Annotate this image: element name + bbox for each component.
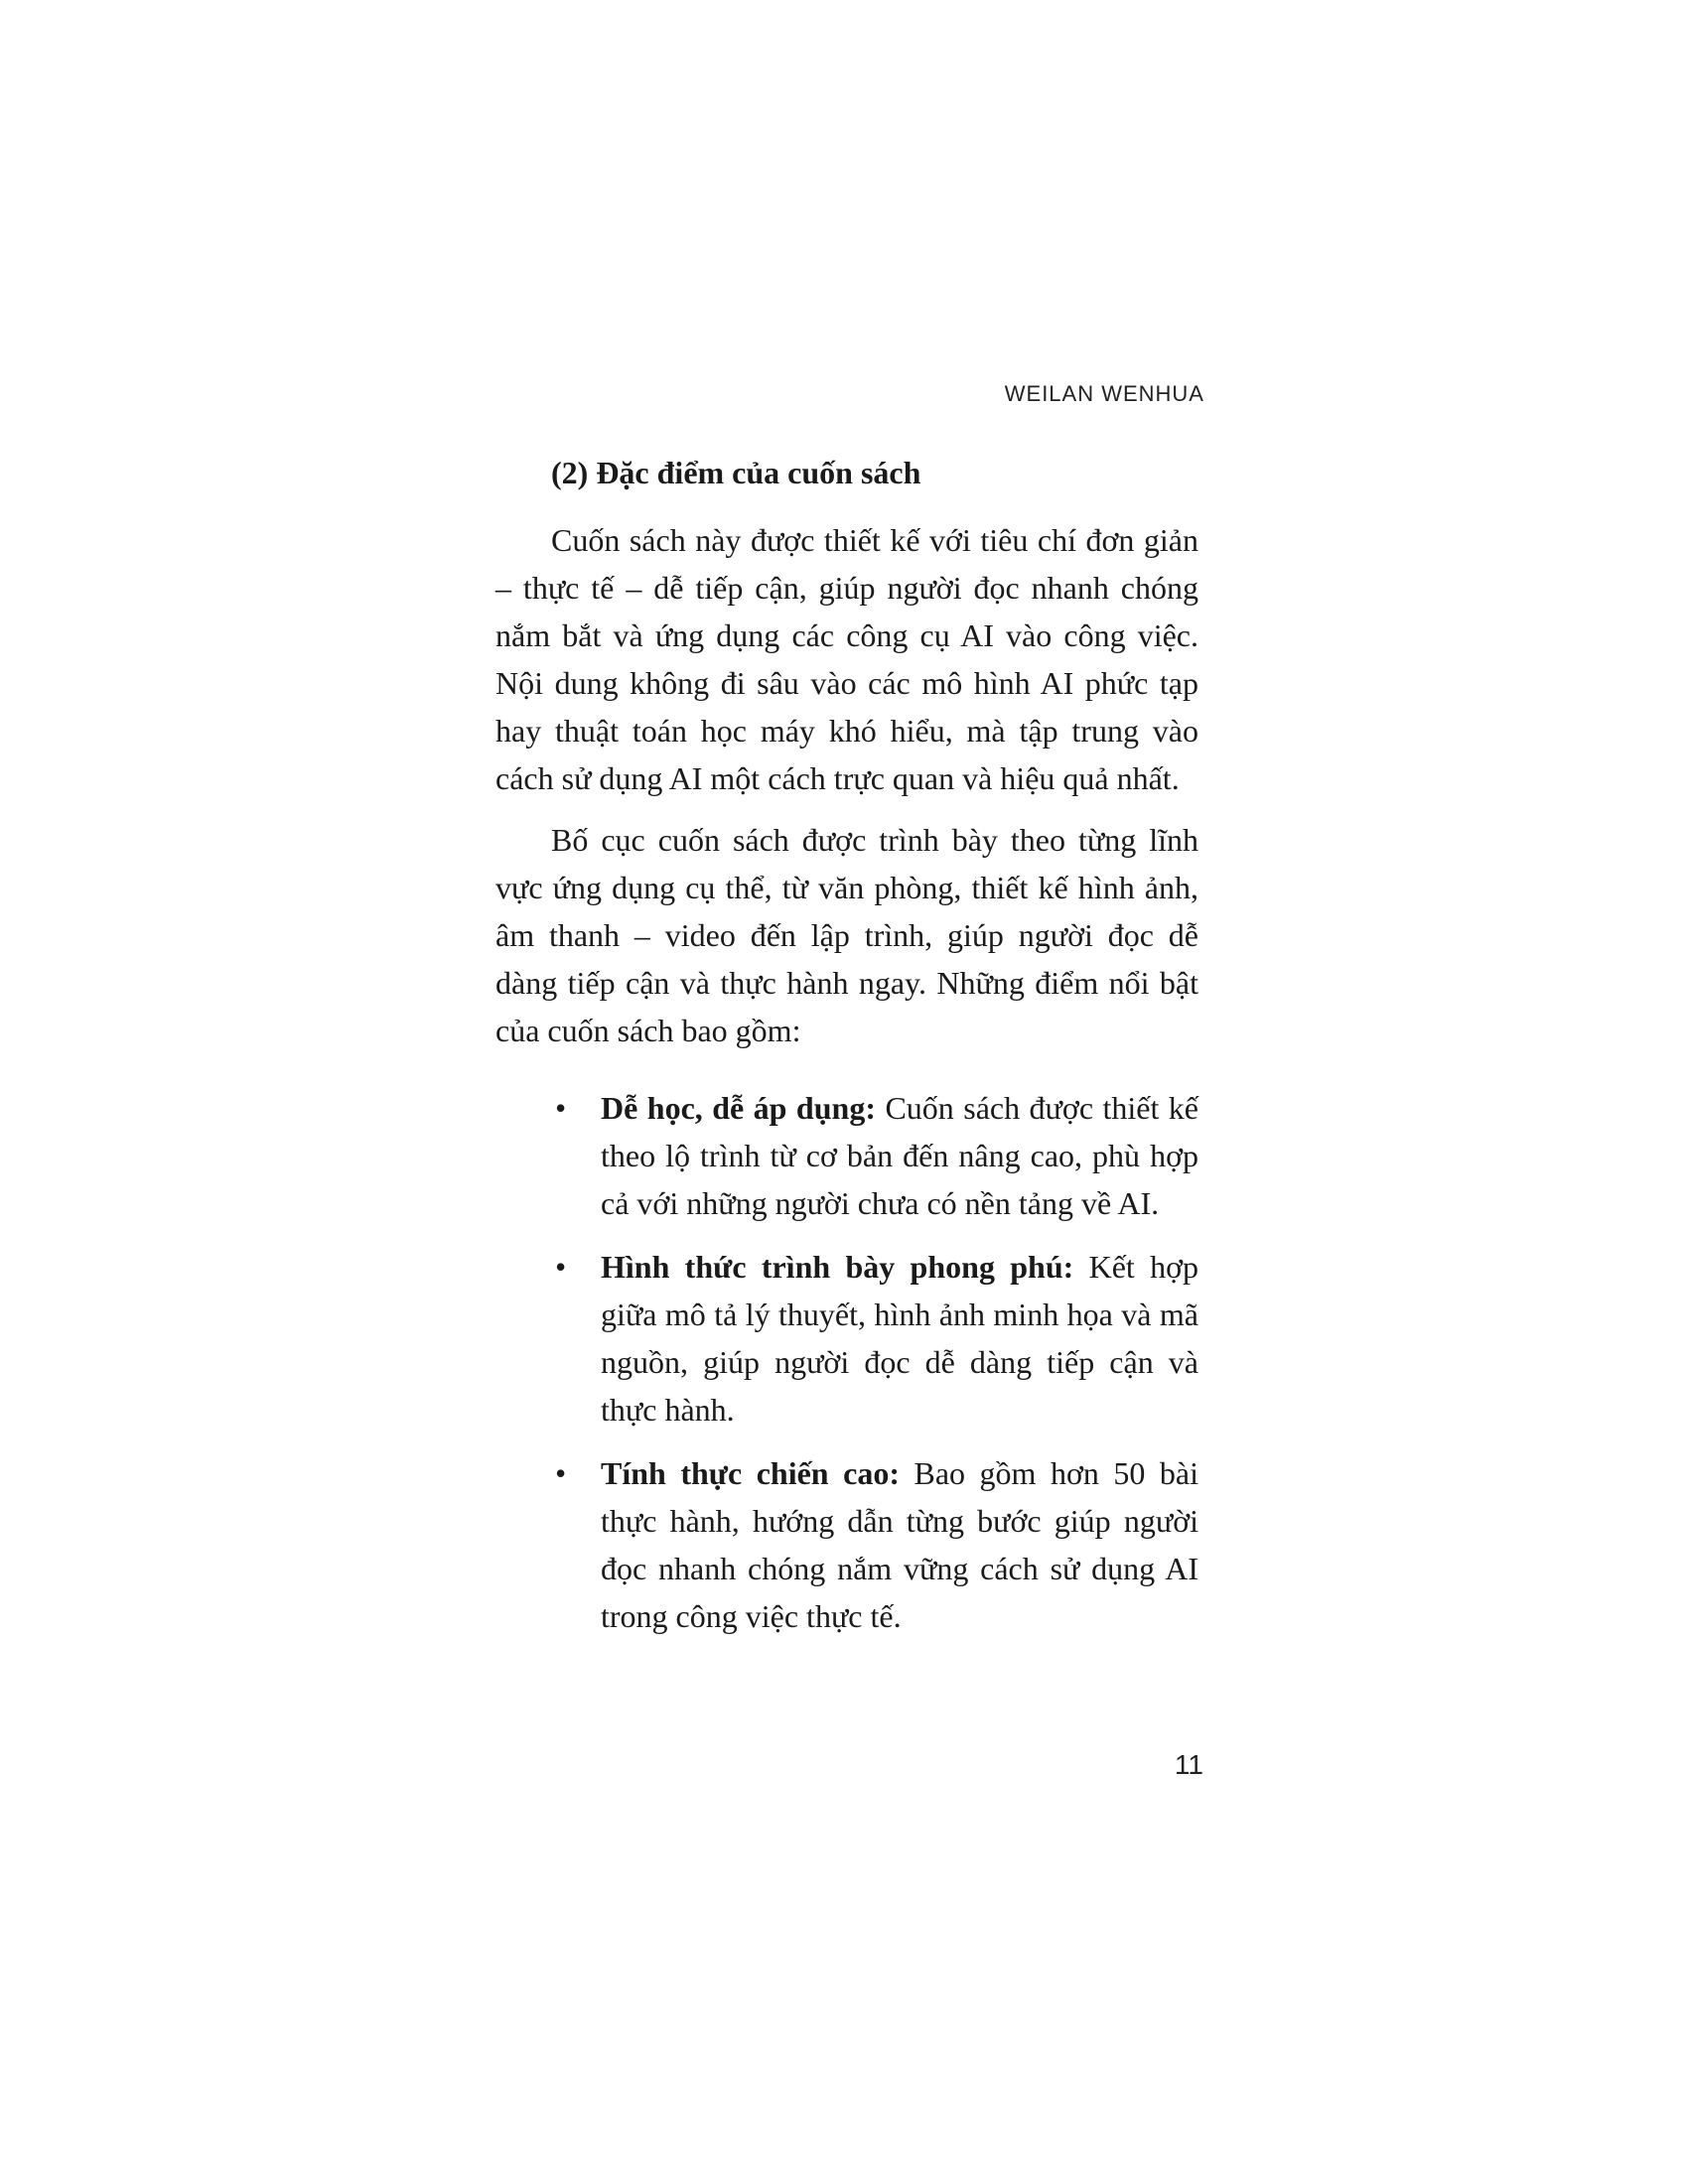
list-item	[555, 1243, 1199, 1433]
bullet-icon: •	[555, 1455, 567, 1491]
page-number: 11	[1174, 1749, 1203, 1780]
page-content	[495, 449, 1198, 1656]
bullet-term: Tính thực chiến cao:	[601, 1455, 900, 1491]
bullet-text: Bao gồm hơn 50 bài thực hành, hướng dẫn từng bước giúp người đọc nhanh chóng nắm vững cách sử dụng AI trong công việc thực tế.	[601, 1455, 1199, 1634]
list-item	[555, 1449, 1199, 1640]
running-header: WEILAN WENHUA	[1004, 381, 1204, 406]
bullet-term: Hình thức trình bày phong phú:	[601, 1249, 1074, 1285]
bullet-term: Dễ học, dễ áp dụng:	[601, 1090, 876, 1126]
paragraph-intro: Cuốn sách này được thiết kế với tiêu chí đơn giản – thực tế – dễ tiếp cận, giúp người đọc nhanh chóng nắm bắt và ứng dụng các công cụ AI vào công việc. Nội dung không đi sâu vào các mô hình AI phức tạp hay thuật toán học máy khó hiểu, mà tập trung vào cách sử dụng AI một cách trực quan và hiệu quả nhất.	[495, 522, 1198, 796]
highlights-list	[495, 1084, 1198, 1640]
bullet-text: Kết hợp giữa mô tả lý thuyết, hình ảnh minh họa và mã nguồn, giúp người đọc dễ dàng tiếp cận và thực hành.	[601, 1249, 1199, 1428]
section-heading: (2) Đặc điểm của cuốn sách	[551, 455, 921, 490]
bullet-text: Cuốn sách được thiết kế theo lộ trình từ cơ bản đến nâng cao, phù hợp cả với những người chưa có nền tảng về AI.	[601, 1090, 1199, 1221]
bullet-icon: •	[555, 1249, 567, 1285]
list-item	[555, 1084, 1199, 1227]
paragraph-layout: Bố cục cuốn sách được trình bày theo từng lĩnh vực ứng dụng cụ thể, từ văn phòng, thiết kế hình ảnh, âm thanh – video đến lập trình, giúp người đọc dễ dàng tiếp cận và thực hành ngay. Những điểm nổi bật của cuốn sách bao gồm:	[495, 822, 1198, 1048]
bullet-icon: •	[555, 1090, 567, 1126]
